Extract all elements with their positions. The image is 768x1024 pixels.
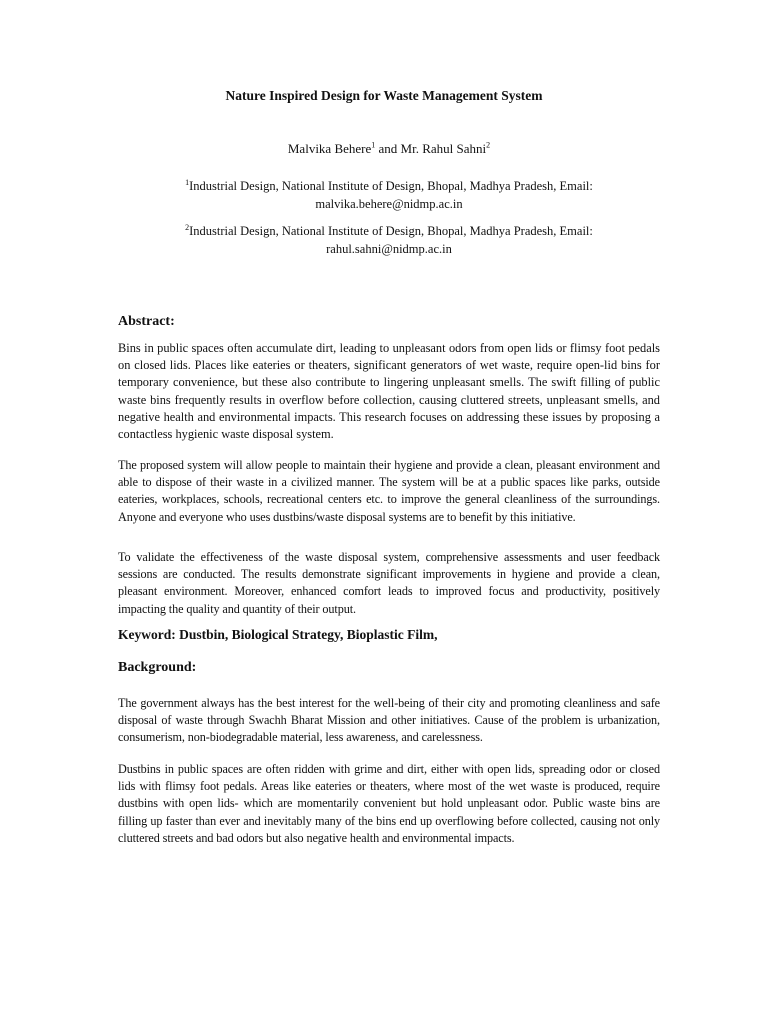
affiliation-2-email: rahul.sahni@nidmp.ac.in — [326, 242, 452, 256]
abstract-heading: Abstract: — [118, 314, 175, 329]
abstract-paragraph-2: The proposed system will allow people to maintain their hygiene and provide a clean, pleasant environment and able to dispose of their waste in a civilized manner. The system will be at a public spaces like parks, outside eateries, workplaces, schools, recreational centers etc. to improve the general cleanliness of the surroundings. Anyone and everyone who uses dustbins/waste disposal systems are to benefit by this initiative. — [118, 458, 660, 524]
background-paragraph-1: The government always has the best interest for the well-being of their city and promoting cleanliness and safe disposal of waste through Swachh Bharat Mission and other initiatives. Cause of the problem is urbanization, consumerism, non-biodegradable material, less awareness, and carelessness. — [118, 696, 660, 745]
affiliation-2-institution: Industrial Design, National Institute of Design, Bhopal, Madhya Pradesh, Email: — [189, 224, 593, 238]
affiliation-1-line-1 — [0, 177, 768, 195]
abstract-paragraph-1: Bins in public spaces often accumulate dirt, leading to unpleasant odors from open lids or flimsy foot pedals on closed lids. Places like eateries or theaters, significant generators of wet waste, require open-lid bins for temporary convenience, but these also contribute to lingering unpleasant smells. The swift filling of public waste bins frequently results in overflow before collection, causing cluttered streets, unpleasant smells, and negative health and environmental impacts. This research focuses on addressing these issues by proposing a contactless hygienic waste disposal system. — [118, 341, 660, 442]
affiliation-2-line-1 — [0, 222, 768, 240]
paper-title: Nature Inspired Design for Waste Management System — [225, 88, 543, 103]
author-2-name: and Mr. Rahul Sahni — [375, 141, 487, 156]
affiliation-1-email: malvika.behere@nidmp.ac.in — [315, 197, 463, 211]
author-2-superscript: 2 — [486, 140, 491, 150]
background-paragraph-2: Dustbins in public spaces are often ridden with grime and dirt, either with open lids, spreading odor or closed lids with flimsy foot pedals. Areas like eateries or theaters, where most of the wet waste is produced, require dustbins with open lids- which are momentarily convenient but hold unpleasant odor. Public waste bins are filling up faster than ever and inevitably many of the bins end up overflowing before collected, causing not only cluttered streets and bad odors but also negative health and environmental impacts. — [118, 762, 660, 845]
affiliation-2 — [0, 222, 768, 258]
background-heading: Background: — [118, 660, 197, 675]
author-line — [0, 141, 768, 157]
abstract-paragraph-3: To validate the effectiveness of the waste disposal system, comprehensive assessments and user feedback sessions are conducted. The results demonstrate significant improvements in hygiene and provide a clean, pleasant environment. Moreover, enhanced comfort leads to improved focus and productivity, positively impacting the quality and quantity of their output. — [118, 550, 660, 616]
keyword-line: Keyword: Dustbin, Biological Strategy, Bioplastic Film, — [118, 627, 438, 642]
author-1-superscript: 1 — [371, 140, 376, 150]
affiliation-1 — [0, 177, 768, 213]
author-1-name: Malvika Behere — [287, 141, 372, 156]
affiliation-1-superscript: 1 — [185, 177, 190, 187]
affiliation-2-superscript: 2 — [185, 222, 190, 232]
affiliation-1-institution: Industrial Design, National Institute of Design, Bhopal, Madhya Pradesh, Email: — [189, 179, 593, 193]
